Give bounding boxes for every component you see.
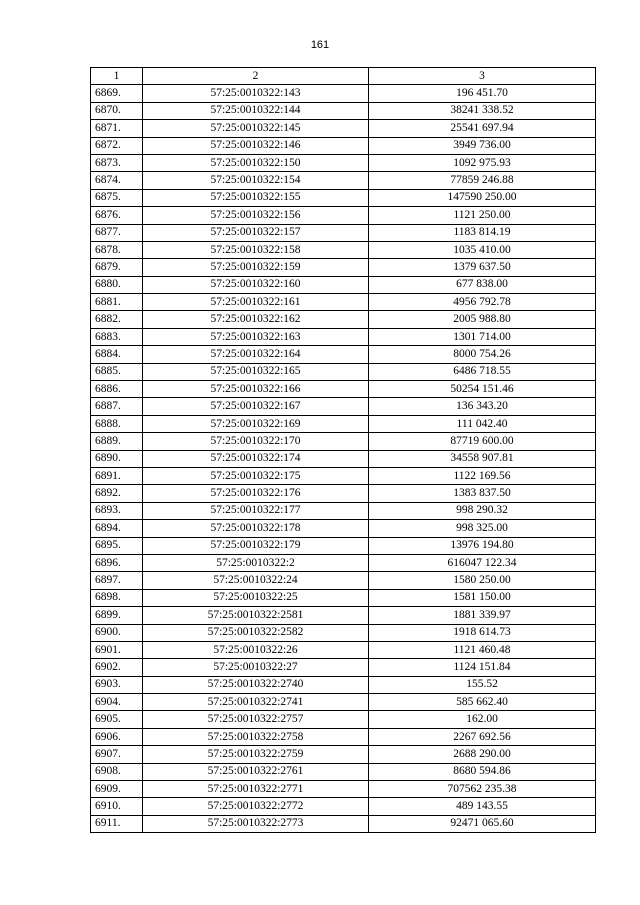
cadastral-number-cell: 57:25:0010322:155 — [143, 189, 369, 206]
cadastral-number-cell: 57:25:0010322:2758 — [143, 728, 369, 745]
table-row — [91, 746, 596, 763]
row-number-cell: 6908. — [91, 763, 143, 780]
table-row — [91, 694, 596, 711]
row-number-cell: 6893. — [91, 502, 143, 519]
cadastral-value-cell: 50254 151.46 — [369, 381, 596, 398]
cadastral-number-cell: 57:25:0010322:163 — [143, 328, 369, 345]
cadastral-number-cell: 57:25:0010322:146 — [143, 137, 369, 154]
cadastral-value-table — [90, 67, 596, 833]
cadastral-value-cell: 1121 250.00 — [369, 207, 596, 224]
row-number-cell: 6870. — [91, 102, 143, 119]
cadastral-number-cell: 57:25:0010322:166 — [143, 381, 369, 398]
cadastral-number-cell: 57:25:0010322:177 — [143, 502, 369, 519]
cadastral-value-cell: 1092 975.93 — [369, 154, 596, 171]
row-number-cell: 6884. — [91, 346, 143, 363]
header-row — [91, 68, 596, 85]
row-number-cell: 6888. — [91, 415, 143, 432]
row-number-cell: 6890. — [91, 450, 143, 467]
cadastral-value-cell: 6486 718.55 — [369, 363, 596, 380]
cadastral-number-cell: 57:25:0010322:161 — [143, 294, 369, 311]
row-number-cell: 6904. — [91, 694, 143, 711]
row-number-cell: 6881. — [91, 294, 143, 311]
row-number-cell: 6905. — [91, 711, 143, 728]
cadastral-number-cell: 57:25:0010322:2761 — [143, 763, 369, 780]
cadastral-value-cell: 111 042.40 — [369, 415, 596, 432]
cadastral-number-cell: 57:25:0010322:156 — [143, 207, 369, 224]
cadastral-value-cell: 87719 600.00 — [369, 433, 596, 450]
row-number-cell: 6896. — [91, 554, 143, 571]
cadastral-number-cell: 57:25:0010322:144 — [143, 102, 369, 119]
table-row — [91, 502, 596, 519]
table-row — [91, 172, 596, 189]
table-row — [91, 85, 596, 102]
cadastral-number-cell: 57:25:0010322:164 — [143, 346, 369, 363]
cadastral-number-cell: 57:25:0010322:179 — [143, 537, 369, 554]
cadastral-number-cell: 57:25:0010322:160 — [143, 276, 369, 293]
cadastral-number-cell: 57:25:0010322:176 — [143, 485, 369, 502]
cadastral-number-cell: 57:25:0010322:27 — [143, 659, 369, 676]
row-number-cell: 6901. — [91, 641, 143, 658]
row-number-cell: 6873. — [91, 154, 143, 171]
table-row — [91, 659, 596, 676]
cadastral-value-cell: 8680 594.86 — [369, 763, 596, 780]
row-number-cell: 6883. — [91, 328, 143, 345]
row-number-cell: 6909. — [91, 781, 143, 798]
table-row — [91, 711, 596, 728]
cadastral-number-cell: 57:25:0010322:2773 — [143, 815, 369, 832]
table-row — [91, 259, 596, 276]
row-number-cell: 6907. — [91, 746, 143, 763]
table-row — [91, 415, 596, 432]
row-number-cell: 6869. — [91, 85, 143, 102]
cadastral-value-cell: 2267 692.56 — [369, 728, 596, 745]
table-row — [91, 241, 596, 258]
cadastral-number-cell: 57:25:0010322:145 — [143, 120, 369, 137]
table-row — [91, 676, 596, 693]
table-row — [91, 554, 596, 571]
row-number-cell: 6910. — [91, 798, 143, 815]
table-row — [91, 728, 596, 745]
cadastral-number-cell: 57:25:0010322:2581 — [143, 607, 369, 624]
table-row — [91, 815, 596, 832]
row-number-cell: 6906. — [91, 728, 143, 745]
table-row — [91, 224, 596, 241]
cadastral-value-cell: 3949 736.00 — [369, 137, 596, 154]
cadastral-number-cell: 57:25:0010322:170 — [143, 433, 369, 450]
cadastral-value-cell: 155.52 — [369, 676, 596, 693]
cadastral-value-cell: 25541 697.94 — [369, 120, 596, 137]
row-number-cell: 6911. — [91, 815, 143, 832]
table-row — [91, 381, 596, 398]
cadastral-value-cell: 1580 250.00 — [369, 572, 596, 589]
cadastral-number-cell: 57:25:0010322:2757 — [143, 711, 369, 728]
cadastral-number-cell: 57:25:0010322:2772 — [143, 798, 369, 815]
table-row — [91, 763, 596, 780]
row-number-cell: 6887. — [91, 398, 143, 415]
cadastral-value-cell: 1581 150.00 — [369, 589, 596, 606]
row-number-cell: 6877. — [91, 224, 143, 241]
table-row — [91, 398, 596, 415]
row-number-cell: 6880. — [91, 276, 143, 293]
table-row — [91, 624, 596, 641]
cadastral-value-cell: 1121 460.48 — [369, 641, 596, 658]
cadastral-number-cell: 57:25:0010322:2582 — [143, 624, 369, 641]
row-number-cell: 6885. — [91, 363, 143, 380]
cadastral-number-cell: 57:25:0010322:157 — [143, 224, 369, 241]
cadastral-value-cell: 196 451.70 — [369, 85, 596, 102]
cadastral-value-cell: 1122 169.56 — [369, 467, 596, 484]
cadastral-number-cell: 57:25:0010322:175 — [143, 467, 369, 484]
row-number-cell: 6874. — [91, 172, 143, 189]
cadastral-number-cell: 57:25:0010322:2771 — [143, 781, 369, 798]
row-number-cell: 6886. — [91, 381, 143, 398]
row-number-cell: 6903. — [91, 676, 143, 693]
page-number: 161 — [310, 39, 330, 51]
cadastral-value-cell: 677 838.00 — [369, 276, 596, 293]
header-cell-cadastral-number: 2 — [143, 68, 369, 85]
row-number-cell: 6898. — [91, 589, 143, 606]
cadastral-number-cell: 57:25:0010322:2 — [143, 554, 369, 571]
cadastral-value-cell: 34558 907.81 — [369, 450, 596, 467]
row-number-cell: 6872. — [91, 137, 143, 154]
row-number-cell: 6889. — [91, 433, 143, 450]
cadastral-number-cell: 57:25:0010322:162 — [143, 311, 369, 328]
table-row — [91, 363, 596, 380]
cadastral-number-cell: 57:25:0010322:26 — [143, 641, 369, 658]
cadastral-value-cell: 1383 837.50 — [369, 485, 596, 502]
table-row — [91, 189, 596, 206]
row-number-cell: 6899. — [91, 607, 143, 624]
table-row — [91, 467, 596, 484]
cadastral-value-cell: 136 343.20 — [369, 398, 596, 415]
cadastral-value-cell: 2005 988.80 — [369, 311, 596, 328]
cadastral-value-cell: 998 290.32 — [369, 502, 596, 519]
cadastral-value-cell: 77859 246.88 — [369, 172, 596, 189]
table-row — [91, 798, 596, 815]
cadastral-value-cell: 147590 250.00 — [369, 189, 596, 206]
table-row — [91, 450, 596, 467]
table-row — [91, 328, 596, 345]
cadastral-value-cell: 13976 194.80 — [369, 537, 596, 554]
cadastral-number-cell: 57:25:0010322:165 — [143, 363, 369, 380]
table-row — [91, 520, 596, 537]
row-number-cell: 6878. — [91, 241, 143, 258]
cadastral-number-cell: 57:25:0010322:2740 — [143, 676, 369, 693]
table-row — [91, 154, 596, 171]
table-row — [91, 485, 596, 502]
cadastral-number-cell: 57:25:0010322:2741 — [143, 694, 369, 711]
row-number-cell: 6882. — [91, 311, 143, 328]
row-number-cell: 6900. — [91, 624, 143, 641]
cadastral-value-cell: 998 325.00 — [369, 520, 596, 537]
row-number-cell: 6876. — [91, 207, 143, 224]
cadastral-number-cell: 57:25:0010322:2759 — [143, 746, 369, 763]
table-row — [91, 102, 596, 119]
cadastral-value-cell: 616047 122.34 — [369, 554, 596, 571]
cadastral-value-cell: 4956 792.78 — [369, 294, 596, 311]
table-row — [91, 207, 596, 224]
cadastral-number-cell: 57:25:0010322:24 — [143, 572, 369, 589]
table-row — [91, 346, 596, 363]
cadastral-value-cell: 1035 410.00 — [369, 241, 596, 258]
cadastral-value-cell: 38241 338.52 — [369, 102, 596, 119]
cadastral-number-cell: 57:25:0010322:174 — [143, 450, 369, 467]
cadastral-value-cell: 92471 065.60 — [369, 815, 596, 832]
row-number-cell: 6891. — [91, 467, 143, 484]
header-cell-number: 1 — [91, 68, 143, 85]
row-number-cell: 6871. — [91, 120, 143, 137]
table-row — [91, 641, 596, 658]
row-number-cell: 6875. — [91, 189, 143, 206]
cadastral-value-cell: 8000 754.26 — [369, 346, 596, 363]
row-number-cell: 6879. — [91, 259, 143, 276]
table-row — [91, 276, 596, 293]
row-number-cell: 6894. — [91, 520, 143, 537]
row-number-cell: 6892. — [91, 485, 143, 502]
table-row — [91, 589, 596, 606]
table-row — [91, 311, 596, 328]
cadastral-value-cell: 1183 814.19 — [369, 224, 596, 241]
table-row — [91, 607, 596, 624]
table-row — [91, 537, 596, 554]
cadastral-number-cell: 57:25:0010322:25 — [143, 589, 369, 606]
cadastral-value-cell: 585 662.40 — [369, 694, 596, 711]
cadastral-value-cell: 162.00 — [369, 711, 596, 728]
table-row — [91, 572, 596, 589]
table-row — [91, 433, 596, 450]
cadastral-number-cell: 57:25:0010322:178 — [143, 520, 369, 537]
header-cell-value: 3 — [369, 68, 596, 85]
row-number-cell: 6902. — [91, 659, 143, 676]
cadastral-value-cell: 1124 151.84 — [369, 659, 596, 676]
cadastral-value-cell: 1301 714.00 — [369, 328, 596, 345]
cadastral-number-cell: 57:25:0010322:150 — [143, 154, 369, 171]
table-row — [91, 294, 596, 311]
cadastral-number-cell: 57:25:0010322:167 — [143, 398, 369, 415]
table-row — [91, 120, 596, 137]
cadastral-number-cell: 57:25:0010322:154 — [143, 172, 369, 189]
cadastral-value-cell: 1918 614.73 — [369, 624, 596, 641]
cadastral-number-cell: 57:25:0010322:158 — [143, 241, 369, 258]
cadastral-value-cell: 1881 339.97 — [369, 607, 596, 624]
cadastral-value-cell: 489 143.55 — [369, 798, 596, 815]
cadastral-number-cell: 57:25:0010322:159 — [143, 259, 369, 276]
row-number-cell: 6897. — [91, 572, 143, 589]
row-number-cell: 6895. — [91, 537, 143, 554]
cadastral-value-cell: 2688 290.00 — [369, 746, 596, 763]
table-body — [91, 85, 596, 833]
cadastral-number-cell: 57:25:0010322:143 — [143, 85, 369, 102]
table-row — [91, 137, 596, 154]
cadastral-value-cell: 1379 637.50 — [369, 259, 596, 276]
table-row — [91, 781, 596, 798]
cadastral-number-cell: 57:25:0010322:169 — [143, 415, 369, 432]
cadastral-value-cell: 707562 235.38 — [369, 781, 596, 798]
